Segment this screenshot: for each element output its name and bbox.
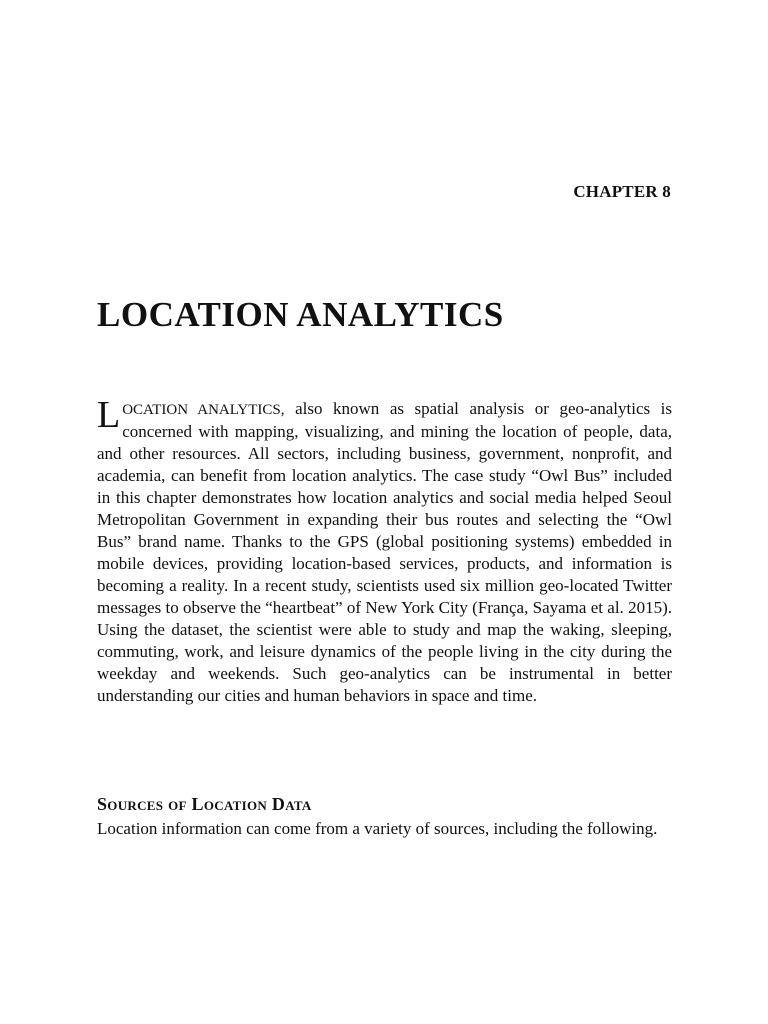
chapter-title: LOCATION ANALYTICS bbox=[97, 295, 504, 334]
section-heading: Sources of Location Data bbox=[97, 794, 312, 814]
section-paragraph: Location information can come from a variety of sources, including the following. bbox=[97, 819, 658, 838]
intro-paragraph bbox=[97, 394, 672, 707]
drop-cap-letter: L bbox=[97, 394, 121, 436]
intro-text: also known as spatial analysis or geo-analytics is concerned with mapping, visualizing, and mining the location of people, data, and other resources. All sectors, including business, government, nonprofit, and academia, can benefit from location analytics. The case study “Owl Bus” included in this chapter demonstrates how location analytics and social media helped Seoul Metropolitan Government in expanding their bus routes and selecting the “Owl Bus” brand name. Thanks to the GPS (global positioning systems) embedded in mobile devices, providing location-based services, products, and information is becoming a reality. In a recent study, scientists used six million geo-located Twitter messages to observe the “heartbeat” of New York City (França, Sayama et al. 2015). Using the dataset, the scientist were able to study and map the waking, sleeping, commuting, work, and leisure dynamics of the people living in the city during the weekday and weekends. Such geo-analytics can be instrumental in better understanding our cities and human behaviors in space and time. bbox=[97, 399, 672, 705]
chapter-label: CHAPTER 8 bbox=[573, 182, 671, 201]
intro-lead-caps: OCATION ANALYTICS, bbox=[122, 402, 285, 418]
